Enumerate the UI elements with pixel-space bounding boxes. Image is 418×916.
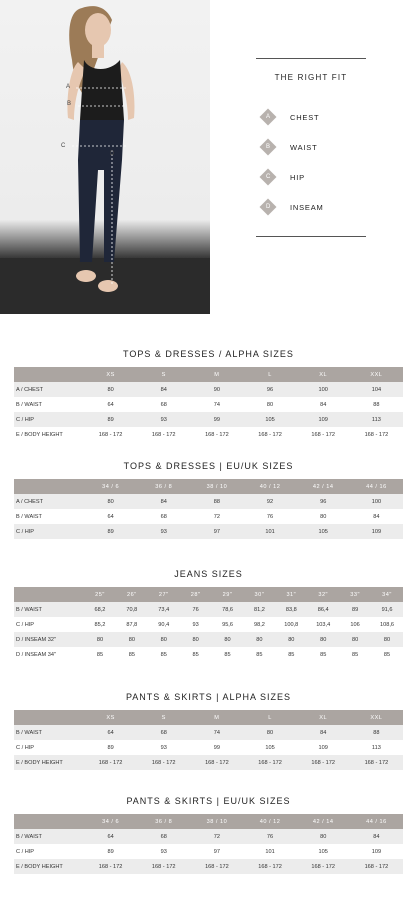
size-value: 109 xyxy=(371,848,382,855)
row-label: E / BODY HEIGHT xyxy=(14,859,84,874)
size-header: XL xyxy=(297,710,350,725)
size-value: 64 xyxy=(107,401,114,408)
size-value: 88 xyxy=(350,725,403,740)
size-value: 168 - 172 xyxy=(98,431,123,438)
size-value: 95,6 xyxy=(222,621,233,628)
table-header-row xyxy=(14,587,403,602)
size-value: 168 - 172 xyxy=(297,859,350,874)
table-jeans xyxy=(14,567,403,662)
size-value: 168 - 172 xyxy=(84,755,137,770)
table-row xyxy=(14,602,403,617)
table-row xyxy=(14,755,403,770)
row-label: E / BODY HEIGHT xyxy=(14,755,84,770)
size-value: 80 xyxy=(84,494,137,509)
size-value: 85 xyxy=(160,651,167,658)
table-row xyxy=(14,859,403,874)
size-value: 70,8 xyxy=(116,602,148,617)
table-tops-euuk xyxy=(14,459,403,539)
size-header: 36 / 8 xyxy=(137,814,190,829)
size-value: 87,8 xyxy=(126,621,138,628)
table-row xyxy=(14,632,403,647)
size-value: 68 xyxy=(160,513,167,520)
size-value: 74 xyxy=(190,725,243,740)
size-header: 30" xyxy=(243,587,275,602)
size-value: 76 xyxy=(266,513,274,520)
size-table xyxy=(14,367,403,442)
size-value: 80 xyxy=(371,632,403,647)
size-value: 85 xyxy=(320,651,327,658)
marker-a: A xyxy=(66,84,71,90)
size-value: 64 xyxy=(84,725,137,740)
table-row xyxy=(14,509,403,524)
marker-d: D xyxy=(110,151,115,157)
size-header: 28" xyxy=(180,587,212,602)
section-title: TOPS & DRESSES | EU/UK SIZES xyxy=(123,461,294,471)
size-value: 84 xyxy=(320,401,327,408)
size-value: 68 xyxy=(137,725,190,740)
table-row xyxy=(14,647,403,662)
size-value: 101 xyxy=(265,848,275,855)
size-table xyxy=(14,479,403,539)
size-header: 44 / 16 xyxy=(350,814,403,829)
size-header: 34 / 6 xyxy=(84,814,137,829)
size-value: 90,4 xyxy=(158,621,170,628)
size-value: 85 xyxy=(224,651,231,658)
table-row xyxy=(14,844,403,859)
size-value: 109 xyxy=(318,744,328,751)
size-header: 25" xyxy=(84,587,116,602)
size-header: 32" xyxy=(307,587,339,602)
size-value: 68,2 xyxy=(84,602,116,617)
size-value: 105 xyxy=(318,848,328,855)
right-fit-title: THE RIGHT FIT xyxy=(274,73,348,82)
size-value: 80 xyxy=(84,382,137,397)
marker-b: B xyxy=(67,101,72,107)
size-value: 89 xyxy=(339,602,371,617)
size-value: 168 - 172 xyxy=(350,859,403,874)
size-header: 40 / 12 xyxy=(243,479,296,494)
table-row xyxy=(14,524,403,539)
size-value: 101 xyxy=(243,524,296,539)
size-header: XXL xyxy=(350,710,403,725)
size-header: XS xyxy=(84,367,137,382)
size-value: 80 xyxy=(297,829,350,844)
divider-top xyxy=(256,58,366,59)
size-table xyxy=(14,587,403,662)
fit-legend xyxy=(262,102,366,222)
size-value: 103,4 xyxy=(316,621,331,628)
size-value: 85 xyxy=(351,651,359,658)
size-value: 85 xyxy=(256,651,263,658)
size-header: 42 / 14 xyxy=(297,814,350,829)
size-value: 80 xyxy=(212,632,244,647)
table-pants-euuk xyxy=(14,794,403,874)
size-value: 105 xyxy=(297,524,350,539)
fit-item-chest: A CHEST xyxy=(262,102,366,132)
size-header: S xyxy=(137,710,190,725)
row-label: B / WAIST xyxy=(14,829,84,844)
size-value: 85 xyxy=(383,651,391,658)
size-value: 80 xyxy=(339,632,371,647)
size-value: 105 xyxy=(265,744,275,751)
size-value: 168 - 172 xyxy=(137,859,190,874)
size-header: M xyxy=(190,710,243,725)
size-value: 72 xyxy=(190,829,243,844)
fit-item-hip: C HIP xyxy=(262,162,366,192)
row-label: B / WAIST xyxy=(14,725,84,740)
size-value: 80 xyxy=(320,513,327,520)
table-header-row xyxy=(14,367,403,382)
size-value: 113 xyxy=(350,412,403,427)
size-value: 80 xyxy=(180,632,212,647)
hero-section xyxy=(0,0,418,316)
size-header: 29" xyxy=(212,587,244,602)
size-value: 99 xyxy=(213,744,220,751)
size-value: 78,6 xyxy=(212,602,244,617)
row-label: C / HIP xyxy=(16,848,35,855)
size-value: 98,2 xyxy=(253,621,265,628)
size-value: 68 xyxy=(137,829,190,844)
size-value: 84 xyxy=(373,513,380,520)
size-value: 89 xyxy=(107,744,114,751)
size-value: 91,6 xyxy=(371,602,403,617)
size-header: XS xyxy=(84,710,137,725)
size-value: 84 xyxy=(137,382,190,397)
size-value: 80 xyxy=(266,401,274,408)
header-spacer xyxy=(14,814,84,829)
size-value: 76 xyxy=(243,829,296,844)
row-label: B / WAIST xyxy=(14,602,84,617)
diamond-icon: A xyxy=(260,109,277,126)
header-spacer xyxy=(14,710,84,725)
row-label: E / BODY HEIGHT xyxy=(16,431,63,438)
size-value: 64 xyxy=(84,829,137,844)
size-value: 73,4 xyxy=(148,602,180,617)
size-value: 96 xyxy=(297,494,350,509)
table-row xyxy=(14,725,403,740)
size-value: 80 xyxy=(243,725,296,740)
size-value: 168 - 172 xyxy=(243,859,296,874)
size-header: 38 / 10 xyxy=(190,814,243,829)
size-value: 93 xyxy=(137,412,190,427)
size-value: 88 xyxy=(190,494,243,509)
size-value: 88 xyxy=(373,401,380,408)
size-header: XL xyxy=(297,367,350,382)
table-row xyxy=(14,412,403,427)
size-value: 68 xyxy=(160,401,167,408)
row-label: A / CHEST xyxy=(14,382,84,397)
size-value: 90 xyxy=(190,382,243,397)
size-value: 93 xyxy=(192,621,199,628)
size-value: 86,4 xyxy=(307,602,339,617)
size-value: 85 xyxy=(128,651,135,658)
size-header: 33" xyxy=(339,587,371,602)
size-value: 108,6 xyxy=(380,621,395,628)
size-value: 113 xyxy=(371,744,381,751)
table-row xyxy=(14,382,403,397)
size-value: 97 xyxy=(213,848,220,855)
size-value: 85 xyxy=(288,651,295,658)
size-value: 168 - 172 xyxy=(84,859,137,874)
size-value: 85,2 xyxy=(94,621,106,628)
row-label: C / HIP xyxy=(16,744,35,751)
model-illustration xyxy=(0,0,210,314)
right-fit-panel xyxy=(256,58,366,222)
table-row xyxy=(14,427,403,442)
size-table xyxy=(14,814,403,874)
header-spacer xyxy=(14,587,84,602)
diamond-icon: B xyxy=(260,139,277,156)
size-value: 83,8 xyxy=(275,602,307,617)
size-header: XXL xyxy=(350,367,403,382)
size-value: 93 xyxy=(160,744,167,751)
size-value: 168 - 172 xyxy=(243,755,296,770)
size-header: 44 / 16 xyxy=(350,479,403,494)
section-title: JEANS SIZES xyxy=(174,569,243,579)
size-value: 97 xyxy=(190,524,243,539)
size-value: 168 - 172 xyxy=(151,431,176,438)
row-label: D / INSEAM 32" xyxy=(14,632,84,647)
table-row xyxy=(14,829,403,844)
divider-bottom xyxy=(256,236,366,237)
row-label: C / HIP xyxy=(14,524,84,539)
size-value: 168 - 172 xyxy=(364,431,389,438)
size-header: L xyxy=(243,710,296,725)
table-header-row xyxy=(14,814,403,829)
size-value: 85 xyxy=(96,651,104,658)
size-header: 38 / 10 xyxy=(190,479,243,494)
table-tops-alpha xyxy=(14,347,403,442)
diamond-icon: C xyxy=(260,169,277,186)
header-spacer xyxy=(14,367,84,382)
row-label: B / WAIST xyxy=(16,401,42,408)
size-value: 168 - 172 xyxy=(137,755,190,770)
size-value: 85 xyxy=(192,651,199,658)
table-header-row xyxy=(14,479,403,494)
size-header: 34" xyxy=(371,587,403,602)
size-header: 27" xyxy=(148,587,180,602)
size-value: 168 - 172 xyxy=(297,755,350,770)
size-value: 89 xyxy=(84,524,137,539)
size-value: 100 xyxy=(297,382,350,397)
size-value: 168 - 172 xyxy=(190,755,243,770)
diamond-icon: D xyxy=(260,199,277,216)
size-header: 40 / 12 xyxy=(243,814,296,829)
size-value: 80 xyxy=(275,632,307,647)
size-value: 80 xyxy=(84,632,116,647)
size-header: S xyxy=(137,367,190,382)
size-value: 76 xyxy=(180,602,212,617)
size-value: 80 xyxy=(307,632,339,647)
size-header: 31" xyxy=(275,587,307,602)
size-value: 100 xyxy=(350,494,403,509)
row-label: A / CHEST xyxy=(14,494,84,509)
size-header: L xyxy=(243,367,296,382)
size-value: 81,2 xyxy=(243,602,275,617)
size-value: 84 xyxy=(137,494,190,509)
size-table xyxy=(14,710,403,770)
size-header: M xyxy=(190,367,243,382)
size-value: 64 xyxy=(107,513,114,520)
marker-c: C xyxy=(61,143,66,149)
table-header-row xyxy=(14,710,403,725)
table-row xyxy=(14,494,403,509)
header-spacer xyxy=(14,479,84,494)
row-label: C / HIP xyxy=(14,412,84,427)
model-photo xyxy=(0,0,210,314)
table-row xyxy=(14,740,403,755)
size-header: 36 / 8 xyxy=(137,479,190,494)
size-value: 80 xyxy=(148,632,180,647)
section-title: TOPS & DRESSES / ALPHA SIZES xyxy=(123,349,294,359)
table-row xyxy=(14,617,403,632)
size-value: 168 - 172 xyxy=(258,431,282,438)
size-value: 93 xyxy=(137,524,190,539)
size-value: 168 - 172 xyxy=(311,431,336,438)
section-title: PANTS & SKIRTS | EU/UK SIZES xyxy=(126,796,291,806)
row-label: B / WAIST xyxy=(16,513,42,520)
size-value: 80 xyxy=(243,632,275,647)
row-label: C / HIP xyxy=(16,621,35,628)
size-value: 168 - 172 xyxy=(350,755,403,770)
size-value: 109 xyxy=(350,524,403,539)
fit-item-waist: B WAIST xyxy=(262,132,366,162)
size-value: 109 xyxy=(297,412,350,427)
size-value: 84 xyxy=(297,725,350,740)
size-value: 99 xyxy=(190,412,243,427)
size-value: 168 - 172 xyxy=(205,431,229,438)
size-value: 106 xyxy=(350,621,360,628)
fit-item-inseam: D INSEAM xyxy=(262,192,366,222)
size-value: 72 xyxy=(213,513,220,520)
section-title: PANTS & SKIRTS | ALPHA SIZES xyxy=(125,692,292,702)
row-label: D / INSEAM 34" xyxy=(16,651,56,658)
size-header: 26" xyxy=(116,587,148,602)
size-value: 96 xyxy=(243,382,296,397)
size-header: 34 / 6 xyxy=(84,479,137,494)
size-value: 84 xyxy=(350,829,403,844)
size-value: 92 xyxy=(243,494,296,509)
table-row xyxy=(14,397,403,412)
table-pants-alpha xyxy=(14,690,403,770)
size-value: 104 xyxy=(350,382,403,397)
size-value: 80 xyxy=(116,632,148,647)
size-value: 74 xyxy=(213,401,220,408)
size-header: 42 / 14 xyxy=(297,479,350,494)
size-value: 93 xyxy=(160,848,167,855)
size-value: 105 xyxy=(243,412,296,427)
size-value: 89 xyxy=(107,848,114,855)
size-value: 89 xyxy=(84,412,137,427)
size-value: 100,8 xyxy=(284,621,299,628)
size-value: 168 - 172 xyxy=(190,859,243,874)
